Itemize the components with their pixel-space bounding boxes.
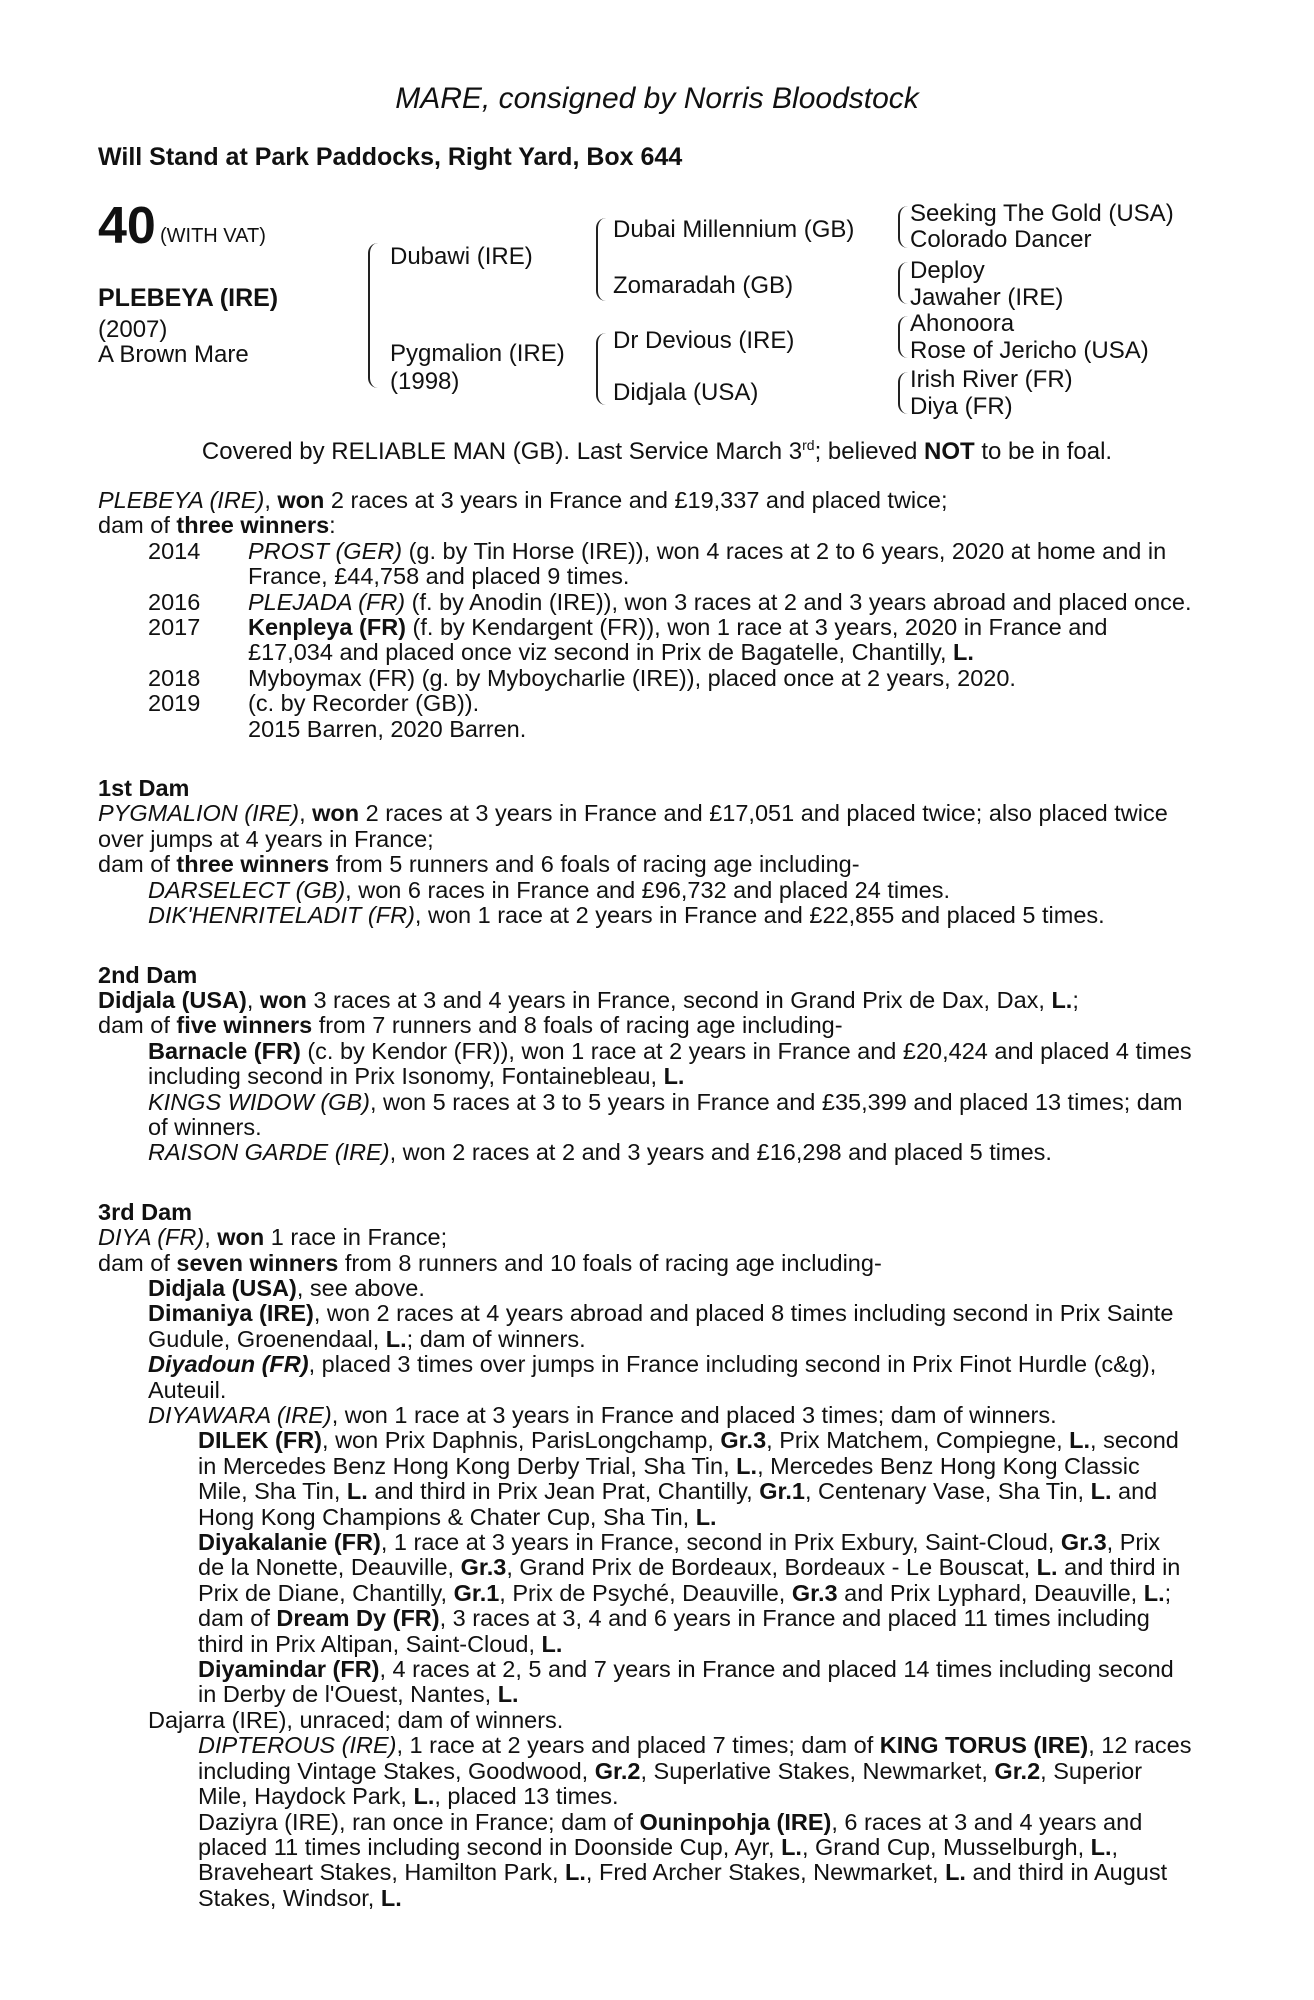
- listed-mark: L.: [1051, 986, 1073, 1013]
- runner-name: DILEK (FR): [198, 1427, 323, 1454]
- horse-name: PLEBEYA (IRE): [98, 284, 279, 312]
- runner-entry: [98, 1733, 1192, 1809]
- dam-text: 3 races at 3 and 4 years in France, second in Grand Prix de Dax, Dax,: [306, 986, 1052, 1013]
- produce-record: [98, 488, 1192, 1911]
- stand-location: Will Stand at Park Paddocks, Right Yard, Box 644: [98, 143, 683, 171]
- pedigree-ddd: Diya (FR): [910, 393, 1013, 420]
- foal-details: Myboymax (FR) (g. by Myboycharlie (IRE)), placed once at 2 years, 2020.: [248, 664, 1016, 691]
- runner-name: DIYAWARA (IRE): [148, 1402, 332, 1428]
- pedigree-dam-sire: Dr Devious (IRE): [613, 327, 795, 354]
- dam-text: dam of: [98, 851, 177, 878]
- horse-year: (2007): [98, 316, 168, 343]
- page-title: MARE, consigned by Norris Bloodstock: [395, 82, 919, 115]
- pedigree-brace: [596, 218, 608, 301]
- produce-text: 2 races at 3 years in France and £19,337 and placed twice;: [324, 487, 948, 513]
- runner-details: , Prix de la Nonette, Deauville,: [198, 1529, 1161, 1581]
- foal-row: [98, 615, 1192, 666]
- foal-name: PLEJADA (FR): [248, 588, 406, 615]
- pedigree-sire-sire: Dubai Millennium (GB): [613, 216, 855, 243]
- pedigree-dds: Irish River (FR): [910, 366, 1073, 393]
- listed-mark: L.: [565, 1859, 586, 1886]
- runner-details: and third in Prix Jean Prat, Chantilly,: [367, 1478, 760, 1505]
- runner-details: , won 2 races at 2 and 3 years and £16,298 and placed 5 times.: [389, 1139, 1052, 1166]
- foal-year: 2017: [148, 614, 201, 641]
- grade-mark: Gr.2: [994, 1757, 1041, 1784]
- dam1-summary: PYGMALION (IRE), won 2 races at 3 years in France and £17,051 and placed twice; also placed twice over jumps at 4 years in France;: [98, 800, 1168, 852]
- runner-name: DIK'HENRITELADIT (FR): [148, 902, 415, 929]
- dam-name: Didjala (USA): [98, 986, 247, 1013]
- runner-details: , won 1 race at 3 years in France and placed 3 times; dam of winners.: [331, 1402, 1057, 1428]
- foal-year: 2014: [148, 537, 201, 564]
- runner-details: and third in August Stakes, Windsor,: [198, 1859, 1168, 1911]
- runner-entry: [98, 903, 1192, 928]
- runner-entry: [98, 1352, 1192, 1403]
- cover-not: NOT: [923, 438, 975, 465]
- listed-mark: L.: [1090, 1833, 1112, 1860]
- foal-year: [98, 717, 248, 742]
- covering-note: [0, 437, 1314, 466]
- runner-name: Didjala (USA): [148, 1274, 297, 1301]
- runner-name: DARSELECT (GB): [148, 876, 346, 903]
- runner-entry: [98, 1403, 1192, 1428]
- section-heading-2nd-dam: 2nd Dam: [98, 961, 198, 988]
- runner-entry: [98, 1090, 1192, 1141]
- produce-intro: PLEBEYA (IRE), won 2 races at 3 years in France and £19,337 and placed twice;: [98, 487, 948, 513]
- pedigree-dss: Ahonoora: [910, 310, 1015, 337]
- runner-details: , won 1 race at 2 years in France and £22,855 and placed 5 times.: [414, 902, 1105, 929]
- dam-text: from 5 runners and 6 foals of racing age including-: [329, 851, 860, 878]
- dam-text: from 7 runners and 8 foals of racing age including-: [312, 1012, 843, 1039]
- section-heading-1st-dam: 1st Dam: [98, 775, 190, 802]
- runner-details: and third in Prix de Diane, Chantilly,: [198, 1554, 1181, 1606]
- runner-details: , Prix Matchem, Compiegne,: [766, 1427, 1070, 1454]
- runner-details: (c. by Kendor (FR)), won 1 race at 2 years in France and £20,424 and placed 4 times including second in Prix Isonomy, Fontainebleau,: [148, 1037, 1192, 1090]
- grade-mark: Gr.2: [594, 1757, 641, 1784]
- runner-entry: Dajarra (IRE), unraced; dam of winners.: [148, 1706, 564, 1733]
- runner-details: , 12 races including Vintage Stakes, Goodwood,: [198, 1732, 1192, 1784]
- runner-details: Daziyra (IRE), ran once in France; dam of: [198, 1808, 640, 1835]
- pedigree-sire-dam: Zomaradah (GB): [613, 272, 794, 299]
- winners-count: seven winners: [176, 1249, 339, 1276]
- pedigree-brace: [898, 316, 908, 358]
- cover-text: Covered by RELIABLE MAN (GB). Last Service March 3: [201, 438, 803, 465]
- runner-details: , Centenary Vase, Sha Tin,: [804, 1478, 1091, 1505]
- section-heading-3rd-dam: 3rd Dam: [98, 1198, 193, 1225]
- cover-sup: rd: [802, 437, 815, 453]
- foal-row: [98, 539, 1192, 590]
- runner-details: , 4 races at 2, 5 and 7 years in France and placed 14 times including second in Derby de l'Ouest, Nantes,: [198, 1656, 1174, 1708]
- pedigree-dam-dam: Didjala (USA): [613, 379, 759, 406]
- pedigree-brace: [596, 333, 608, 405]
- runner-details: , Prix de Psyché, Deauville,: [499, 1579, 792, 1606]
- foal-year: 2019: [148, 690, 201, 717]
- runner-details: , placed 3 times over jumps in France including second in Prix Finot Hurdle (c&g), Auteuil.: [148, 1351, 1157, 1403]
- foal-text: [248, 615, 1192, 666]
- listed-mark: L.: [1069, 1427, 1091, 1454]
- runner-name: Diyamindar (FR): [198, 1656, 380, 1683]
- grade-mark: Gr.3: [1060, 1529, 1107, 1556]
- runner-details: , Superlative Stakes, Newmarket,: [640, 1757, 995, 1784]
- grade-mark: Gr.3: [460, 1554, 507, 1581]
- cover-text: to be in foal.: [974, 438, 1113, 465]
- listed-mark: L.: [1143, 1579, 1165, 1606]
- winners-count: three winners: [176, 851, 330, 878]
- listed-mark: L.: [1036, 1554, 1058, 1581]
- grade-mark: Gr.3: [791, 1579, 838, 1606]
- listed-mark: L.: [781, 1833, 802, 1860]
- listed-mark: L.: [695, 1503, 717, 1530]
- runner-details: , Fred Archer Stakes, Newmarket,: [585, 1859, 946, 1886]
- runner-details: , placed 13 times.: [434, 1783, 619, 1810]
- foal-year: 2016: [148, 588, 201, 615]
- dam3-dam-of: [98, 1251, 1192, 1276]
- pedigree-brace: [898, 372, 908, 414]
- dam2-summary: Didjala (USA), won 3 races at 3 and 4 years in France, second in Grand Prix de Dax, Dax, L.;: [98, 986, 1079, 1013]
- runner-entry: [98, 1428, 1192, 1530]
- runner-name: RAISON GARDE (IRE): [148, 1139, 390, 1166]
- foal-name: PROST (GER): [248, 537, 403, 564]
- dam-text: ;: [1072, 986, 1079, 1013]
- runner-details: , Mercedes Benz Hong Kong Classic Mile, Sha Tin,: [198, 1452, 1140, 1505]
- foal-text: [248, 539, 1192, 590]
- runner-details: , won Prix Daphnis, ParisLongchamp,: [322, 1427, 721, 1454]
- runner-entry: [98, 1810, 1192, 1912]
- winners-count: three winners: [176, 512, 330, 539]
- runner-entry: [98, 1039, 1192, 1090]
- runner-details: , won 6 races in France and £96,732 and placed 24 times.: [345, 876, 951, 903]
- produce-dam-of: [98, 513, 1192, 538]
- pedigree-ssd: Colorado Dancer: [910, 226, 1092, 253]
- listed-mark: L.: [385, 1325, 407, 1352]
- runner-name: Dream Dy (FR): [276, 1605, 440, 1632]
- runner-details: , Braveheart Stakes, Hamilton Park,: [198, 1833, 1119, 1886]
- runner-name: Diyadoun (FR): [148, 1351, 309, 1378]
- pedigree-sire: Dubawi (IRE): [390, 243, 533, 270]
- foal-details: (c. by Recorder (GB)).: [248, 690, 480, 717]
- dam3-summary: DIYA (FR), won 1 race in France;: [98, 1224, 448, 1251]
- runner-details: ; dam of: [198, 1579, 1172, 1632]
- foal-details: (f. by Anodin (IRE)), won 3 races at 2 and 3 years abroad and placed once.: [405, 588, 1192, 615]
- grade-mark: Gr.1: [759, 1478, 805, 1505]
- runner-name: Dimaniya (IRE): [148, 1300, 314, 1327]
- listed-mark: L.: [945, 1859, 966, 1886]
- foal-details: (f. by Kendargent (FR)), won 1 race at 3 years, 2020 in France and £17,034 and placed once viz second in Prix de Bagatelle, Chantilly,: [248, 614, 1108, 666]
- foal-text: [248, 691, 1192, 716]
- foal-text: [248, 666, 1192, 691]
- dam-text: from 8 runners and 10 foals of racing age including-: [338, 1249, 882, 1276]
- pedigree-dsd: Rose of Jericho (USA): [910, 337, 1149, 364]
- runner-details: and Hong Kong Champions & Chater Cup, Sha Tin,: [198, 1478, 1158, 1530]
- foal-details: (g. by Tin Horse (IRE)), won 4 races at 2 to 6 years, 2020 at home and in France, £44,758 and placed 9 times.: [248, 537, 1167, 590]
- runner-details: , won 2 races at 4 years abroad and placed 8 times including second in Prix Sainte Gudule, Groenendaal,: [148, 1300, 1174, 1352]
- foal-text: [248, 590, 1192, 615]
- won-label: won: [259, 986, 307, 1013]
- runner-details: , see above.: [296, 1274, 425, 1301]
- won-label: won: [312, 800, 360, 827]
- pedigree-dam-year: (1998): [390, 368, 460, 395]
- foal-year: 2018: [148, 664, 201, 691]
- produce-text: :: [329, 512, 336, 539]
- runner-name: Barnacle (FR): [148, 1037, 301, 1064]
- pedigree-brace: [368, 243, 380, 388]
- dam2-dam-of: [98, 1013, 1192, 1038]
- runner-details: , 1 race at 2 years and placed 7 times; dam of: [396, 1732, 880, 1759]
- runner-details: , Grand Cup, Musselburgh,: [801, 1833, 1091, 1860]
- runner-details: ; dam of winners.: [406, 1325, 586, 1352]
- listed-mark: L.: [663, 1063, 685, 1090]
- foal-row: [98, 590, 1192, 615]
- listed-mark: L.: [346, 1478, 368, 1505]
- mare-name: PLEBEYA (IRE): [98, 487, 265, 513]
- lot-number: 40: [98, 197, 156, 255]
- foal-name: Kenpleya (FR): [248, 614, 406, 641]
- listed-mark: L.: [953, 639, 974, 666]
- vat-note: (WITH VAT): [160, 225, 266, 247]
- runner-details: , second in Mercedes Benz Hong Kong Derby Trial, Sha Tin,: [198, 1427, 1179, 1479]
- listed-mark: L.: [497, 1681, 519, 1708]
- dam-text: dam of: [98, 1012, 177, 1039]
- pedigree-brace: [898, 262, 908, 304]
- runner-details: , 6 races at 3 and 4 years and placed 11 times including second in Doonside Cup, Ayr,: [198, 1808, 1143, 1860]
- runner-details: , 1 race at 3 years in France, second in Prix Exbury, Saint-Cloud,: [380, 1529, 1061, 1556]
- runner-details: , Grand Prix de Bordeaux, Bordeaux - Le Bouscat,: [506, 1554, 1037, 1581]
- pedigree-brace: [898, 206, 908, 248]
- pedigree-dam: Pygmalion (IRE): [390, 340, 565, 367]
- runner-name: KINGS WIDOW (GB): [148, 1088, 370, 1115]
- listed-mark: L.: [380, 1884, 402, 1911]
- pedigree-sdd: Jawaher (IRE): [910, 284, 1064, 311]
- runner-details: , Superior Mile, Haydock Park,: [198, 1757, 1143, 1810]
- dam-name: DIYA (FR): [98, 1224, 205, 1251]
- won-label: won: [277, 487, 325, 513]
- pedigree-sds: Deploy: [910, 257, 985, 284]
- runner-entry: [98, 1530, 1192, 1657]
- dam-text: 1 race in France;: [264, 1224, 448, 1251]
- runner-entry: [98, 1140, 1192, 1165]
- listed-mark: L.: [1090, 1478, 1112, 1505]
- pedigree-sss: Seeking The Gold (USA): [910, 200, 1174, 227]
- produce-text: dam of: [98, 512, 177, 539]
- runner-details: and Prix Lyphard, Deauville,: [837, 1579, 1144, 1606]
- runner-entry: [98, 1276, 1192, 1301]
- listed-mark: L.: [736, 1452, 758, 1479]
- runner-name: DIPTEROUS (IRE): [198, 1732, 397, 1759]
- listed-mark: L.: [413, 1783, 435, 1810]
- runner-name: Diyakalanie (FR): [198, 1529, 381, 1556]
- foal-row: [98, 691, 1192, 716]
- grade-mark: Gr.3: [720, 1427, 767, 1454]
- runner-name: KING TORUS (IRE): [879, 1732, 1089, 1759]
- horse-description: A Brown Mare: [98, 341, 249, 368]
- runner-entry: [98, 1657, 1192, 1708]
- dam1-dam-of: [98, 852, 1192, 877]
- foal-row: [98, 717, 1192, 742]
- grade-mark: Gr.1: [453, 1579, 500, 1606]
- dam-text: 2 races at 3 years in France and £17,051 and placed twice; also placed twice over jumps at 4 years in France;: [98, 800, 1168, 852]
- runner-details: , won 5 races at 3 to 5 years in France and £35,399 and placed 13 times; dam of winners.: [148, 1088, 1183, 1140]
- foal-row: [98, 666, 1192, 691]
- cover-text: ; believed: [814, 438, 924, 465]
- winners-count: five winners: [176, 1012, 313, 1039]
- won-label: won: [217, 1224, 265, 1251]
- runner-entry: [98, 1301, 1192, 1352]
- dam-text: dam of: [98, 1249, 177, 1276]
- dam-name: PYGMALION (IRE): [98, 800, 300, 827]
- runner-entry: [98, 878, 1192, 903]
- runner-name: Ouninpohja (IRE): [639, 1808, 832, 1835]
- listed-mark: L.: [541, 1630, 563, 1657]
- barren-years: 2015 Barren, 2020 Barren.: [248, 715, 527, 742]
- runner-details: , 3 races at 3, 4 and 6 years in France and placed 11 times including third in Prix Altipan, Saint-Cloud,: [198, 1605, 1150, 1657]
